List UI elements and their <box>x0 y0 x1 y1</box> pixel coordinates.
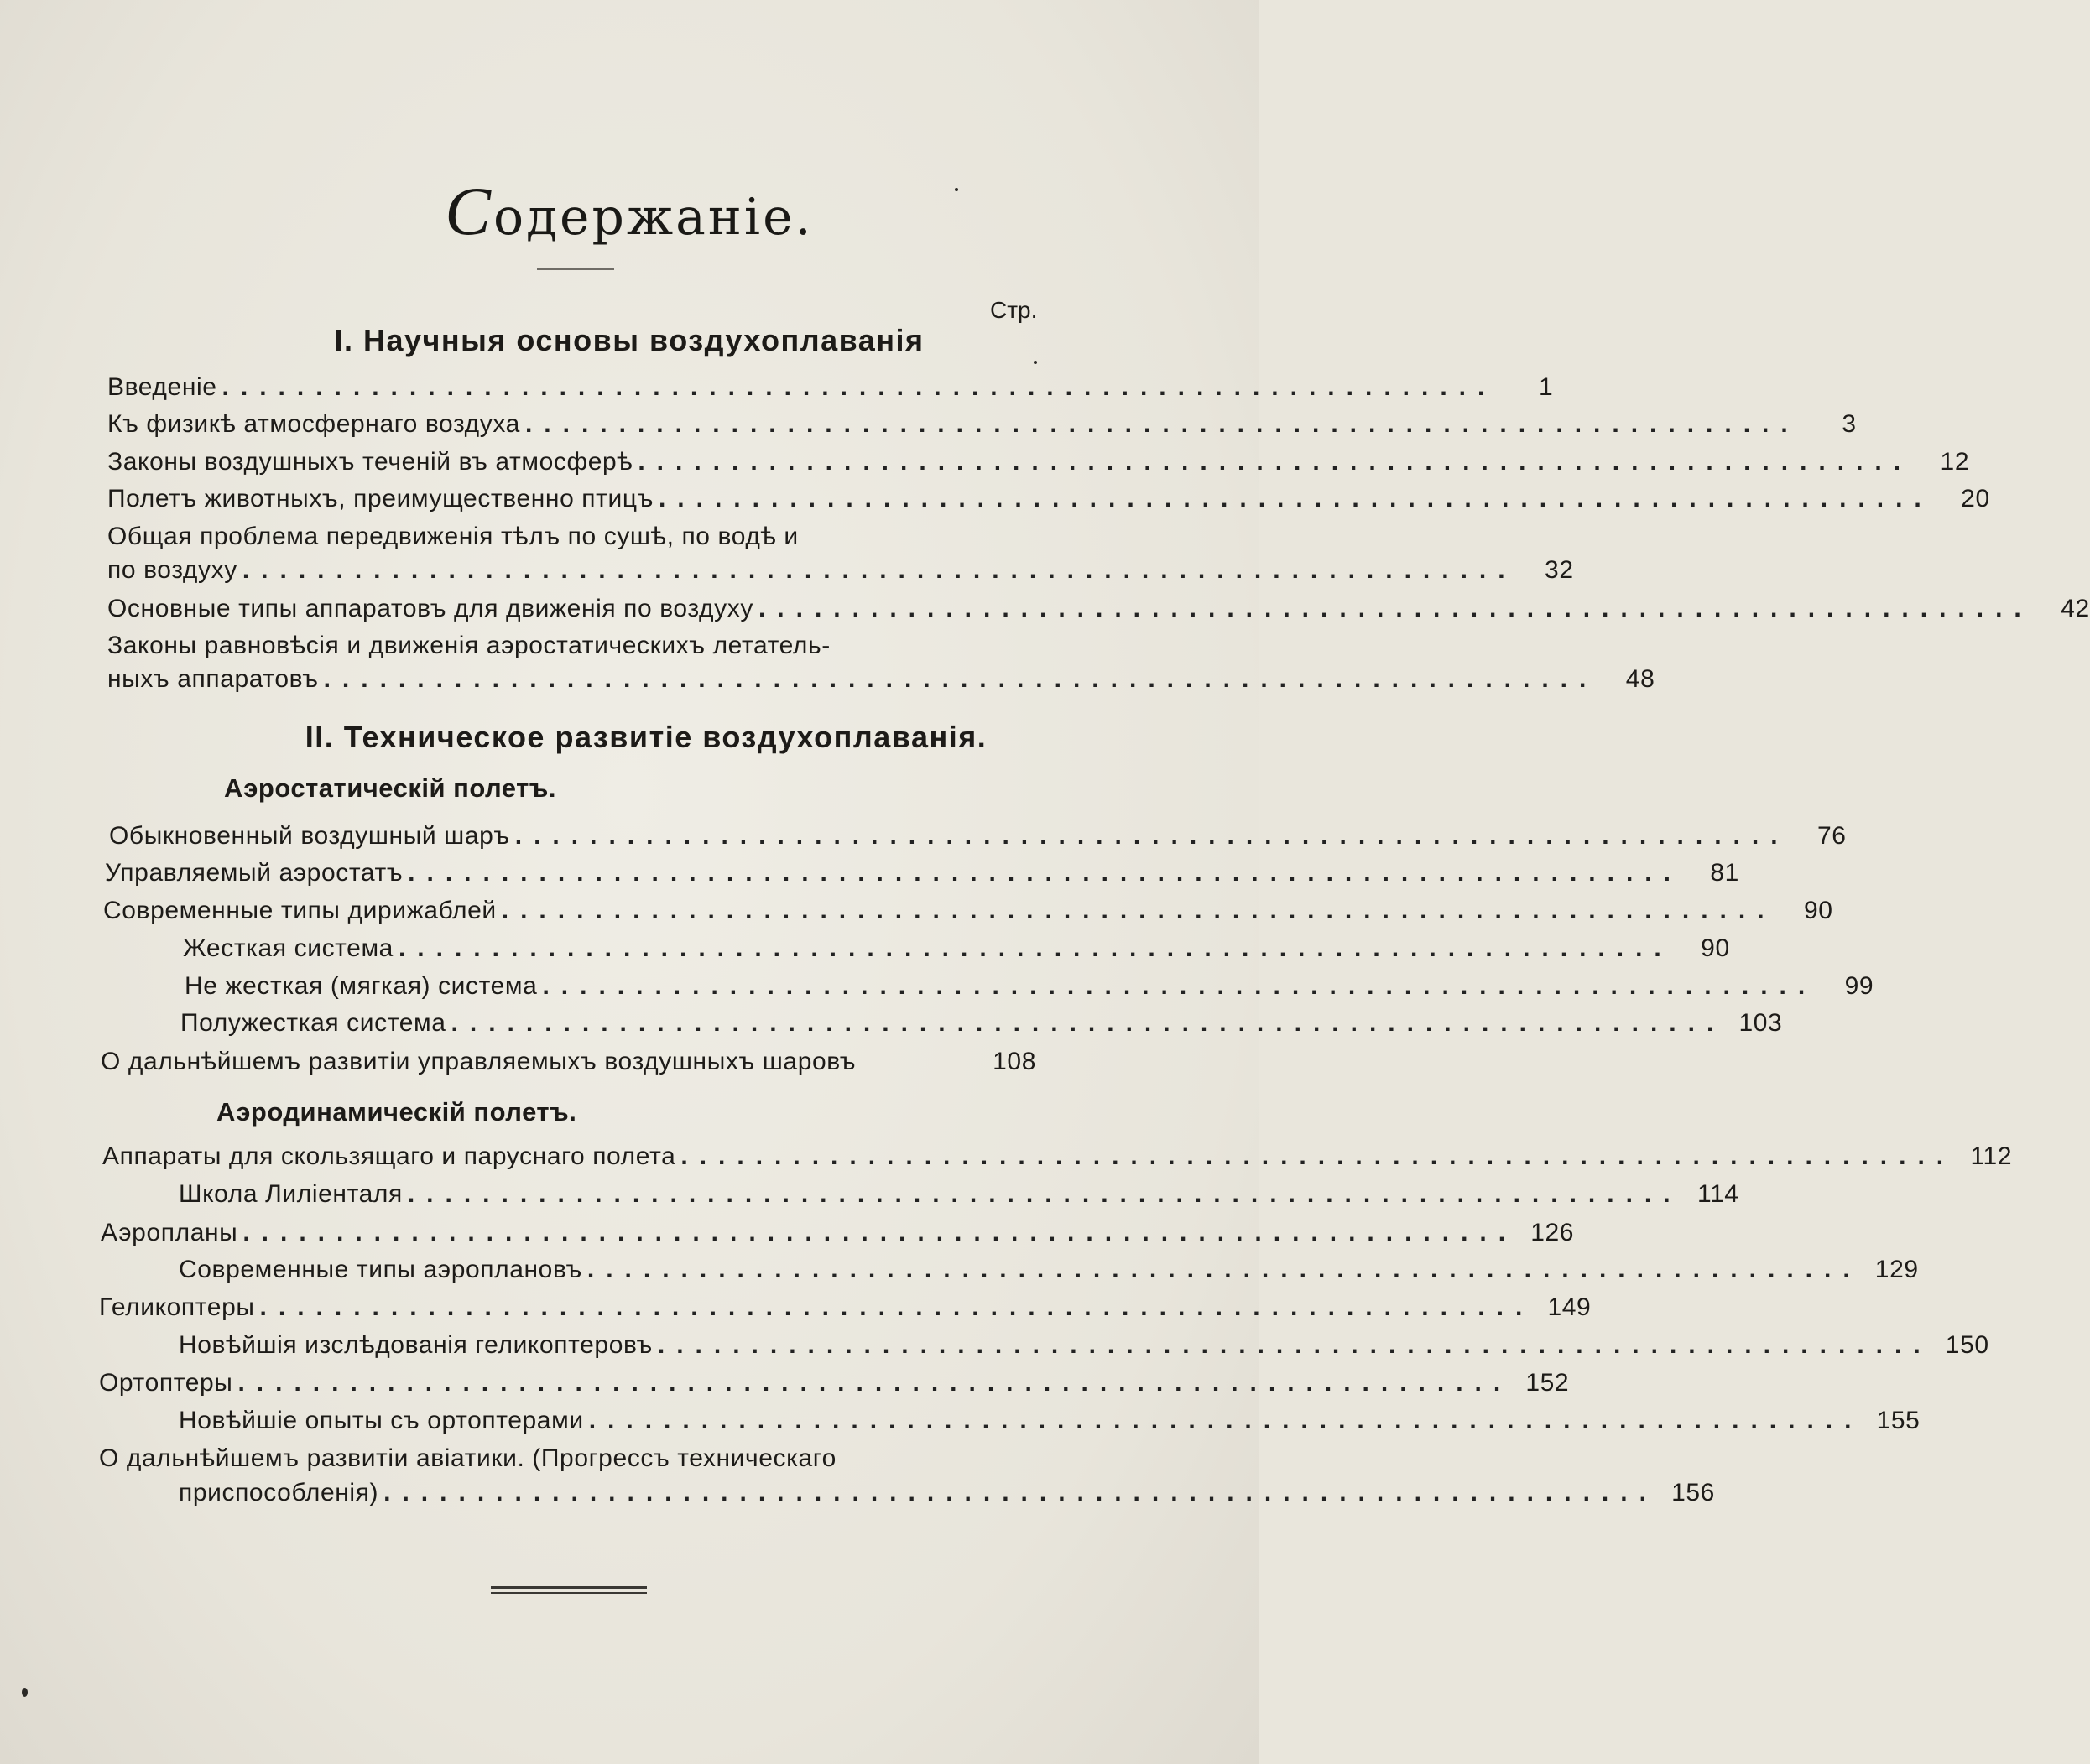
page-title <box>0 172 1259 251</box>
toc-entry-title: Новѣйшія изслѣдованія геликоптеровъ <box>179 1331 653 1359</box>
toc-entry-title: Обыкновенный воздушный шаръ <box>109 822 510 850</box>
dot-leader: .................................................................... <box>586 1256 1862 1283</box>
toc-entry-page: 149 <box>1547 1293 1592 1321</box>
toc-entry[interactable] <box>179 1331 1989 1360</box>
toc-entry[interactable] <box>99 1369 1570 1397</box>
end-rule-bottom <box>491 1592 647 1594</box>
toc-entry-page: 20 <box>1961 485 1990 513</box>
toc-entry-page: 114 <box>1696 1180 1739 1208</box>
toc-entry-page: 155 <box>1876 1407 1921 1434</box>
toc-entry-title: по воздуху <box>107 556 237 584</box>
ink-speck <box>22 1688 28 1697</box>
dot-leader: .................................................................... <box>323 665 1598 693</box>
toc-entry-title: Не жесткая (мягкая) система <box>185 972 538 1000</box>
toc-entry[interactable] <box>183 934 1730 963</box>
section-2-title: II. Техническое развитіе воздухоплаванія. <box>305 720 988 754</box>
dot-leader: .................................................................... <box>514 822 1790 850</box>
toc-entry[interactable] <box>180 1009 1783 1038</box>
toc-entry[interactable] <box>179 1479 1715 1507</box>
toc-entry-page: 81 <box>1710 859 1739 887</box>
toc-entry[interactable] <box>109 822 1847 851</box>
toc-entry[interactable] <box>107 595 2090 623</box>
toc-entry-title-line1: Общая проблема передвиженія тѣлъ по сушѣ, по водѣ и <box>107 523 799 550</box>
toc-entry-page: 3 <box>1842 410 1857 438</box>
toc-entry-page: 112 <box>1970 1142 2013 1170</box>
dot-leader: .................................................................... <box>542 972 1817 1000</box>
dot-leader: .................................................................... <box>408 859 1682 887</box>
title-initial: С <box>445 173 493 249</box>
subsection-aerodynamic-title: Аэродинамическій полетъ. <box>216 1097 577 1127</box>
toc-entry[interactable] <box>179 1407 1921 1435</box>
toc-entry-title: Школа Лиліенталя <box>179 1180 403 1208</box>
toc-entry[interactable] <box>107 373 1554 402</box>
toc-entry-page: 32 <box>1545 556 1574 584</box>
title-rest: одержаніе. <box>493 188 814 247</box>
toc-entry-title: Управляемый аэростатъ <box>105 859 404 887</box>
toc-entry-page: 103 <box>1738 1009 1783 1037</box>
toc-entry-page: 12 <box>1940 448 1970 476</box>
ink-speck <box>1034 361 1037 364</box>
toc-entry[interactable] <box>185 972 1874 1001</box>
subsection-aerostatic-title: Аэростатическій полетъ. <box>224 773 557 803</box>
toc-entry[interactable] <box>107 448 1970 476</box>
toc-entry-title-line1: Законы равновѣсія и движенія аэростатическихъ летатель- <box>107 632 831 659</box>
dot-leader: .................................................................... <box>398 934 1673 962</box>
toc-entry-title: Жесткая система <box>183 934 394 962</box>
dot-leader: .................................................................... <box>658 485 1933 513</box>
toc-entry-page: 126 <box>1530 1219 1575 1246</box>
toc-entry-title: Новѣйшіе опыты съ ортоптерами <box>179 1407 584 1434</box>
toc-entry-title: Полетъ животныхъ, преимущественно птицъ <box>107 485 654 513</box>
toc-entry[interactable] <box>101 1219 1575 1247</box>
dot-leader: .................................................................... <box>588 1407 1863 1434</box>
toc-entry-title: Аппараты для скользящаго и паруснаго полета <box>102 1142 676 1170</box>
toc-entry[interactable] <box>101 1048 1036 1076</box>
toc-entry-title: Къ физикѣ атмосфернаго воздуха <box>107 410 520 438</box>
toc-entry-title: Современные типы дирижаблей <box>103 897 497 924</box>
toc-entry[interactable] <box>103 897 1833 925</box>
toc-entry-title: Полужесткая система <box>180 1009 446 1037</box>
toc-entry-page: 152 <box>1525 1369 1570 1397</box>
toc-entry-page: 1 <box>1539 373 1554 401</box>
dot-leader: .................................................................... <box>222 373 1497 401</box>
toc-entry-title: О дальнѣйшемъ развитіи управляемыхъ воздушныхъ шаровъ <box>101 1048 857 1075</box>
dot-leader: .................................................................... <box>501 897 1776 924</box>
ink-speck <box>955 188 958 191</box>
dot-leader: .................................................................... <box>524 410 1800 438</box>
toc-entry-title: Основные типы аппаратовъ для движенія по воздуху <box>107 595 753 622</box>
toc-entry-page: 99 <box>1844 972 1874 1000</box>
dot-leader: .................................................................... <box>407 1180 1682 1208</box>
toc-entry[interactable] <box>99 1293 1592 1322</box>
toc-entry[interactable] <box>102 1142 2013 1171</box>
end-rule-top <box>491 1586 647 1589</box>
toc-entry-title: Введеніе <box>107 373 217 401</box>
toc-entry-page: 108 <box>993 1048 1036 1075</box>
toc-entry-page: 42 <box>2061 595 2090 622</box>
toc-entry-page: 129 <box>1874 1256 1919 1283</box>
page-column-label: Стр. <box>990 297 1038 323</box>
toc-entry[interactable] <box>107 410 1857 439</box>
toc-entry-page: 76 <box>1816 822 1847 850</box>
dot-leader: .................................................................... <box>638 448 1913 476</box>
toc-entry-title: Ортоптеры <box>99 1369 233 1397</box>
toc-entry-page: 90 <box>1701 934 1730 962</box>
toc-entry-page: 48 <box>1625 665 1655 693</box>
dot-leader: .................................................................... <box>383 1479 1658 1506</box>
dot-leader: .................................................................... <box>657 1331 1932 1359</box>
title-divider <box>537 268 614 270</box>
dot-leader: .................................................................... <box>259 1293 1535 1321</box>
toc-entry-title: Аэропланы <box>101 1219 238 1246</box>
toc-entry[interactable] <box>107 485 1990 513</box>
toc-entry-title: Законы воздушныхъ теченій въ атмосферѣ <box>107 448 633 476</box>
toc-entry[interactable] <box>179 1256 1919 1284</box>
toc-entry[interactable] <box>105 859 1739 887</box>
toc-entry-page: 156 <box>1671 1479 1715 1506</box>
dot-leader: .................................................................... <box>451 1009 1726 1037</box>
toc-entry[interactable] <box>107 556 1574 585</box>
toc-entry-title: Геликоптеры <box>99 1293 255 1321</box>
toc-entry-title: Современные типы аэроплановъ <box>179 1256 582 1283</box>
toc-entry[interactable] <box>107 665 1655 694</box>
toc-entry-page: 150 <box>1945 1331 1989 1359</box>
dot-leader: .................................................................... <box>242 556 1517 584</box>
toc-entry-title: приспособленія) <box>179 1479 379 1506</box>
toc-entry[interactable] <box>179 1180 1739 1209</box>
toc-entry-title-line1: О дальнѣйшемъ развитіи авіатики. (Прогрессъ техническаго <box>99 1444 837 1472</box>
dot-leader: .................................................................... <box>680 1142 1956 1170</box>
dot-leader: .................................................................... <box>758 595 2033 622</box>
dot-leader: .................................................................... <box>242 1219 1518 1246</box>
section-1-title: I. Научныя основы воздухоплаванія <box>334 323 925 357</box>
toc-entry-title: ныхъ аппаратовъ <box>107 665 319 693</box>
dot-leader: .................................................................... <box>237 1369 1513 1397</box>
toc-entry-page: 90 <box>1803 897 1833 924</box>
